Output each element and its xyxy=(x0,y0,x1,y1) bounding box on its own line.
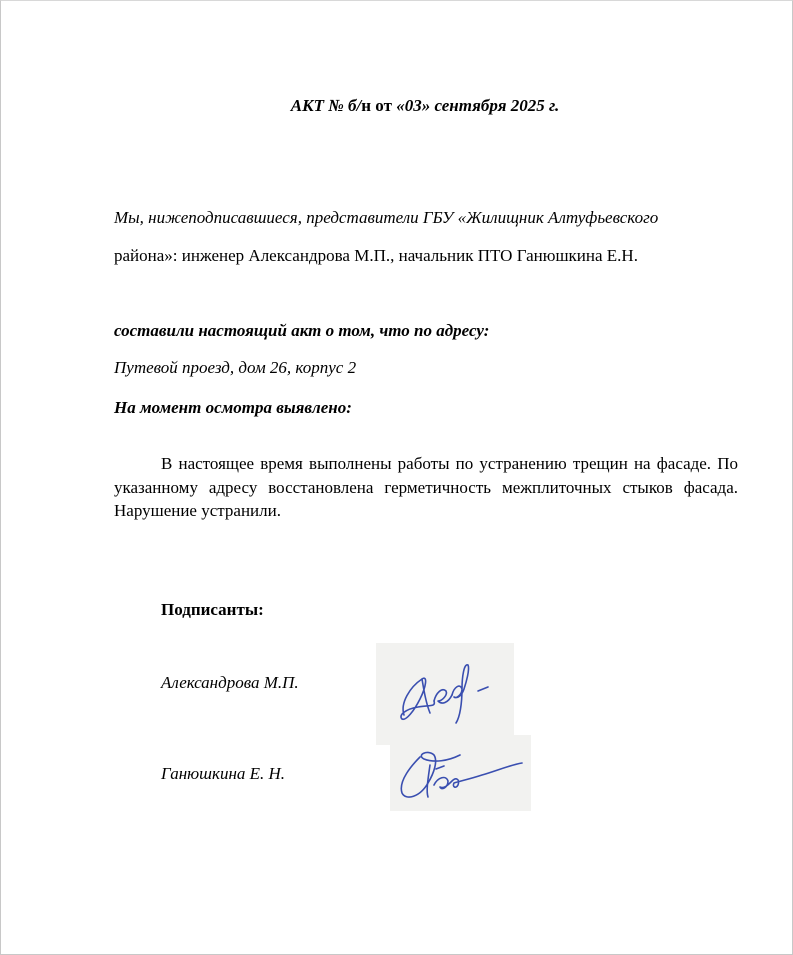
signer-2-signature xyxy=(390,735,531,811)
signer-1-name: Александрова М.П. xyxy=(161,673,299,692)
inspection-address: Путевой проезд, дом 26, корпус 2 xyxy=(114,358,357,377)
signer-1-signature xyxy=(376,643,514,745)
intro-line-2: района»: инженер Александрова М.П., начальник ПТО Ганюшкина Е.Н. xyxy=(114,246,638,265)
title-prefix: АКТ № б/ xyxy=(290,96,362,115)
title-suffix: «03» сентября 2025 г. xyxy=(391,96,560,115)
composed-label: составили настоящий акт о том, что по адресу: xyxy=(114,321,490,340)
intro-line-1: Мы, нижеподписавшиеся, представители ГБУ «Жилищник Алтуфьевского xyxy=(114,208,659,227)
found-label: На момент осмотра выявлено: xyxy=(114,398,352,417)
document-title xyxy=(1,96,793,116)
findings-paragraph: В настоящее время выполнены работы по устранению трещин на фасаде. По указанному адресу восстановлена герметичность межплиточных стыков фасада. Нарушение устранили. xyxy=(114,454,738,520)
signers-heading: Подписанты: xyxy=(161,600,264,619)
signer-2-name: Ганюшкина Е. Н. xyxy=(161,764,286,783)
title-upright: н от xyxy=(361,96,392,115)
